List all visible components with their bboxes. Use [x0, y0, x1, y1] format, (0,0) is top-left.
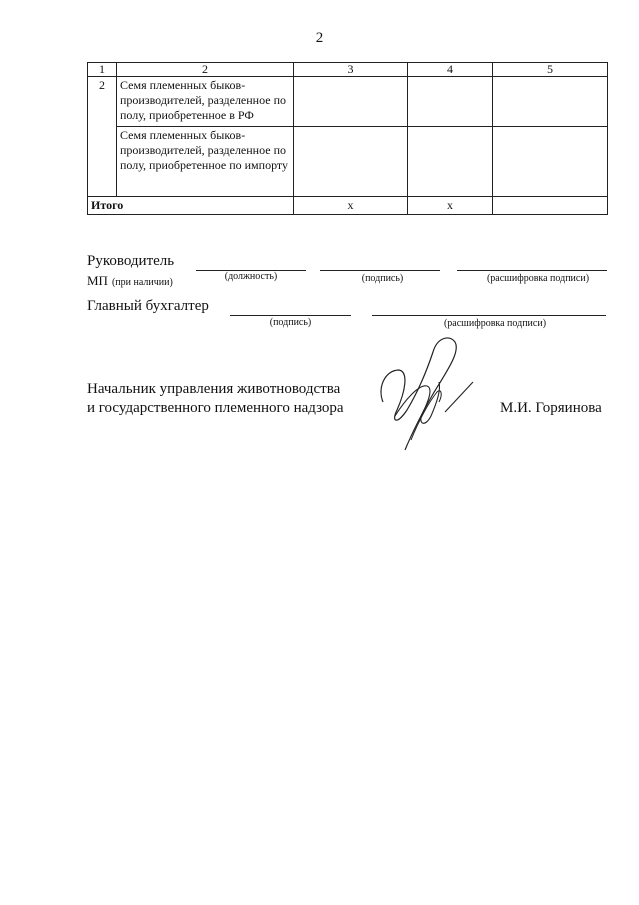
total-cell: х [294, 197, 408, 215]
table-header-row [88, 63, 608, 77]
accountant-title: Главный бухгалтер [87, 298, 209, 314]
official-position-line1: Начальник управления животноводства [87, 381, 341, 397]
row-cell [408, 127, 493, 197]
handwritten-signature [375, 330, 485, 455]
total-cell: х [408, 197, 493, 215]
row-cell [294, 77, 408, 127]
accountant-signature-line [230, 315, 351, 316]
row-name: Семя племенных быков-производителей, разделенное по полу, приобретенное в РФ [117, 77, 294, 127]
row-name: Семя племенных быков-производителей, разделенное по полу, приобретенное по импорту [117, 127, 294, 197]
page-number: 2 [315, 30, 324, 46]
caption-accountant-signature: (подпись) [269, 317, 312, 328]
head-title: Руководитель [87, 253, 175, 269]
data-table [87, 62, 608, 215]
row-number: 2 [88, 77, 117, 197]
total-row [88, 197, 608, 215]
table-row [88, 77, 608, 127]
stamp-label: МП [87, 273, 108, 288]
row-cell [493, 127, 608, 197]
total-label: Итого [88, 197, 294, 215]
header-cell: 2 [117, 63, 294, 77]
head-decoding-line [457, 270, 607, 271]
caption-accountant-decoding: (расшифровка подписи) [443, 318, 547, 329]
header-cell: 1 [88, 63, 117, 77]
row-cell [408, 77, 493, 127]
official-position-line2: и государственного племенного надзора [87, 400, 344, 416]
header-cell: 5 [493, 63, 608, 77]
total-cell [493, 197, 608, 215]
row-cell [294, 127, 408, 197]
table-row [88, 127, 608, 197]
caption-head-decoding: (расшифровка подписи) [486, 273, 590, 284]
official-name: М.И. Горяинова [500, 400, 602, 416]
stamp-note: (при наличии) [111, 277, 173, 288]
header-cell: 4 [408, 63, 493, 77]
caption-position: (должность) [224, 271, 278, 282]
header-cell: 3 [294, 63, 408, 77]
row-cell [493, 77, 608, 127]
accountant-decoding-line [372, 315, 606, 316]
head-signature-line [320, 270, 440, 271]
stamp-label-group [87, 272, 173, 290]
caption-head-signature: (подпись) [361, 273, 404, 284]
